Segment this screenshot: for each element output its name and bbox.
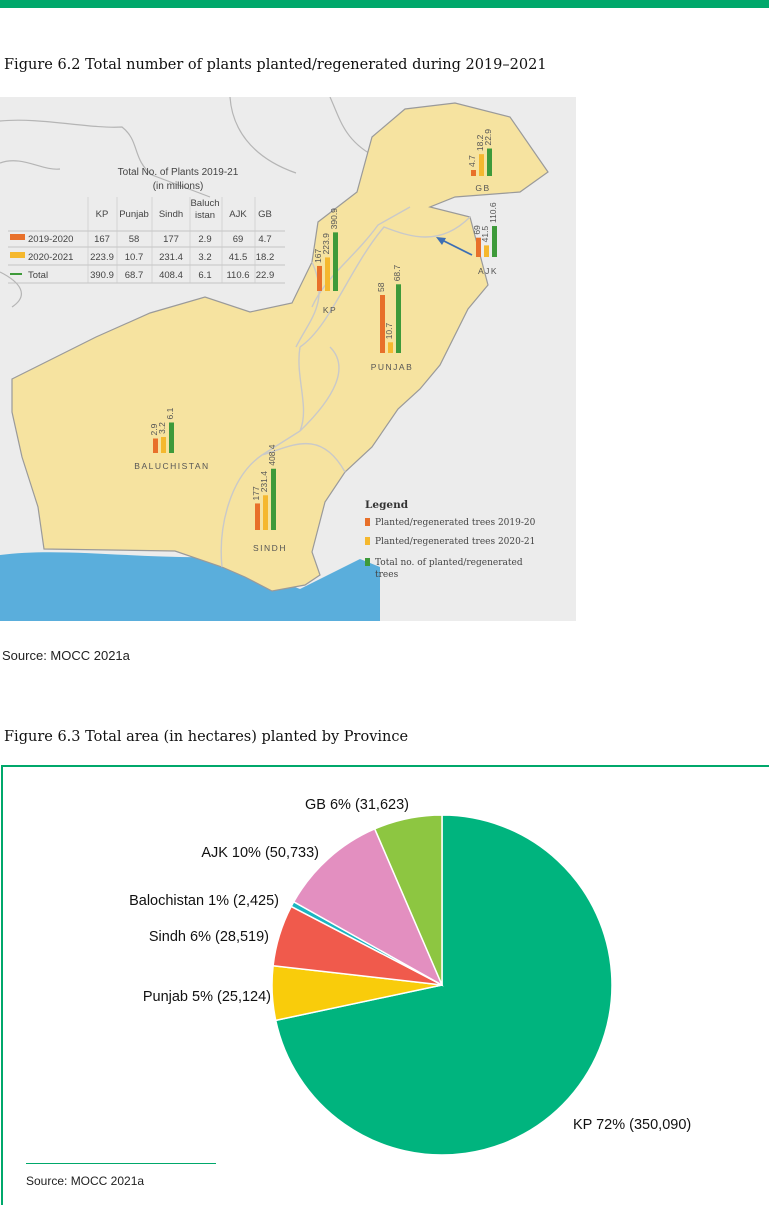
map-bar-label: 390.9 [329,208,339,230]
legend-item: Planted/regenerated trees 2020-21 [375,537,536,547]
map-bar-baluchistan [161,437,166,453]
map-bar-kp [333,232,338,291]
map-bar-label: 223.9 [321,233,331,255]
region-label-punjab: PUNJAB [370,362,414,372]
table-cell: 58 [128,234,140,245]
table-header: AJK [229,209,247,220]
map-bar-label: 177 [251,486,261,501]
table-cell: 18.2 [255,252,275,263]
map-bar-kp [325,257,330,291]
legend-item: Total no. of planted/regenerated [375,558,523,568]
table-header: KP [95,209,109,220]
source-divider [26,1163,216,1164]
table-header: istan [194,210,216,221]
map-bar-baluchistan [153,439,158,454]
region-label-gb: GB [475,183,491,193]
map-bar-label: 22.9 [483,128,493,146]
table-cell: 68.7 [124,270,144,281]
map-bar-punjab [396,284,401,353]
map-bar-ajk [492,226,497,257]
figure-6-2-source: Source: MOCC 2021a [2,648,130,663]
table-cell: 6.1 [198,270,212,281]
legend-swatch [365,558,370,566]
map-bar-label: 18.2 [475,134,485,152]
map-bar-gb [471,170,476,176]
map-bar-sindh [271,469,276,530]
table-cell: 10.7 [124,252,144,263]
table-cell: 22.9 [255,270,275,281]
table-cell: 231.4 [159,252,183,263]
table-title: Total No. of Plants 2019-21 [117,167,239,178]
map-bar-label: 231.4 [259,471,269,493]
legend-swatch [365,537,370,545]
region-label-baluchistan: BALUCHISTAN [134,461,210,471]
map-bar-label: 58 [376,282,386,292]
table-header: GB [258,209,272,220]
map-bar-label: 6.1 [165,407,175,420]
table-cell: 110.6 [226,270,250,281]
legend-item-cont: trees [375,570,399,580]
map-bar-label: 41.5 [480,225,490,243]
pie-label-ajk: AJK 10% (50,733) [201,845,319,861]
table-row-label: 2019-2020 [28,234,74,245]
map-bar-label: 110.6 [488,202,498,224]
map-bar-ajk [484,245,489,257]
map-bar-label: 68.7 [392,264,402,282]
legend-item: Planted/regenerated trees 2019-20 [375,518,536,528]
pie-label-gb: GB 6% (31,623) [305,797,409,813]
map-bar-sindh [255,503,260,530]
pie-label-balochistan: Balochistan 1% (2,425) [129,893,279,909]
area-by-province-pie [0,765,769,1200]
table-subtitle: (in millions) [152,181,204,192]
table-header: Punjab [119,209,149,220]
map-bar-gb [487,149,492,176]
table-cell: 3.2 [198,252,212,263]
table-cell: 2.9 [198,234,212,245]
map-bar-label: 2.9 [149,423,159,436]
map-bar-baluchistan [169,423,174,454]
map-bar-label: 4.7 [467,155,477,167]
map-bar-label: 167 [313,248,323,263]
table-cell: 167 [94,234,110,245]
map-bar-label: 3.2 [157,422,167,434]
figure-6-2-caption: Figure 6.2 Total number of plants planted/regenerated during 2019–2021 [4,57,547,73]
table-cell: 390.9 [90,270,114,281]
pie-label-sindh: Sindh 6% (28,519) [148,929,269,945]
figure-6-3-source: Source: MOCC 2021a [26,1174,145,1188]
map-bar-gb [479,154,484,176]
map-bar-label: 408.4 [267,444,277,466]
region-label-sindh: SINDH [253,543,287,553]
pie-label-kp: KP 72% (350,090) [573,1117,692,1133]
pakistan-plants-map [0,97,576,621]
table-header: Sindh [158,209,184,220]
table-cell: 177 [163,234,179,245]
table-row-swatch [10,234,25,240]
region-label-ajk: AJK [477,266,499,276]
figure-6-3-caption: Figure 6.3 Total area (in hectares) planted by Province [4,729,409,745]
legend-title: Legend [365,499,409,511]
table-cell: 69 [232,234,244,245]
map-bar-punjab [388,342,393,353]
legend-swatch [365,518,370,526]
table-row-label: 2020-2021 [28,252,74,263]
pie-label-punjab: Punjab 5% (25,124) [142,989,271,1005]
table-header: Baluch [190,198,220,209]
table-cell: 4.7 [258,234,272,245]
map-bar-label: 69 [472,225,482,235]
table-cell: 408.4 [159,270,183,281]
map-bar-sindh [263,495,268,530]
table-row-swatch [10,252,25,258]
top-accent-bar [0,0,769,8]
table-cell: 41.5 [228,252,248,263]
table-row-label: Total [28,270,49,281]
map-bar-kp [317,266,322,291]
region-label-kp: KP [322,305,338,315]
table-cell: 223.9 [90,252,114,263]
map-bar-label: 10.7 [384,322,394,340]
